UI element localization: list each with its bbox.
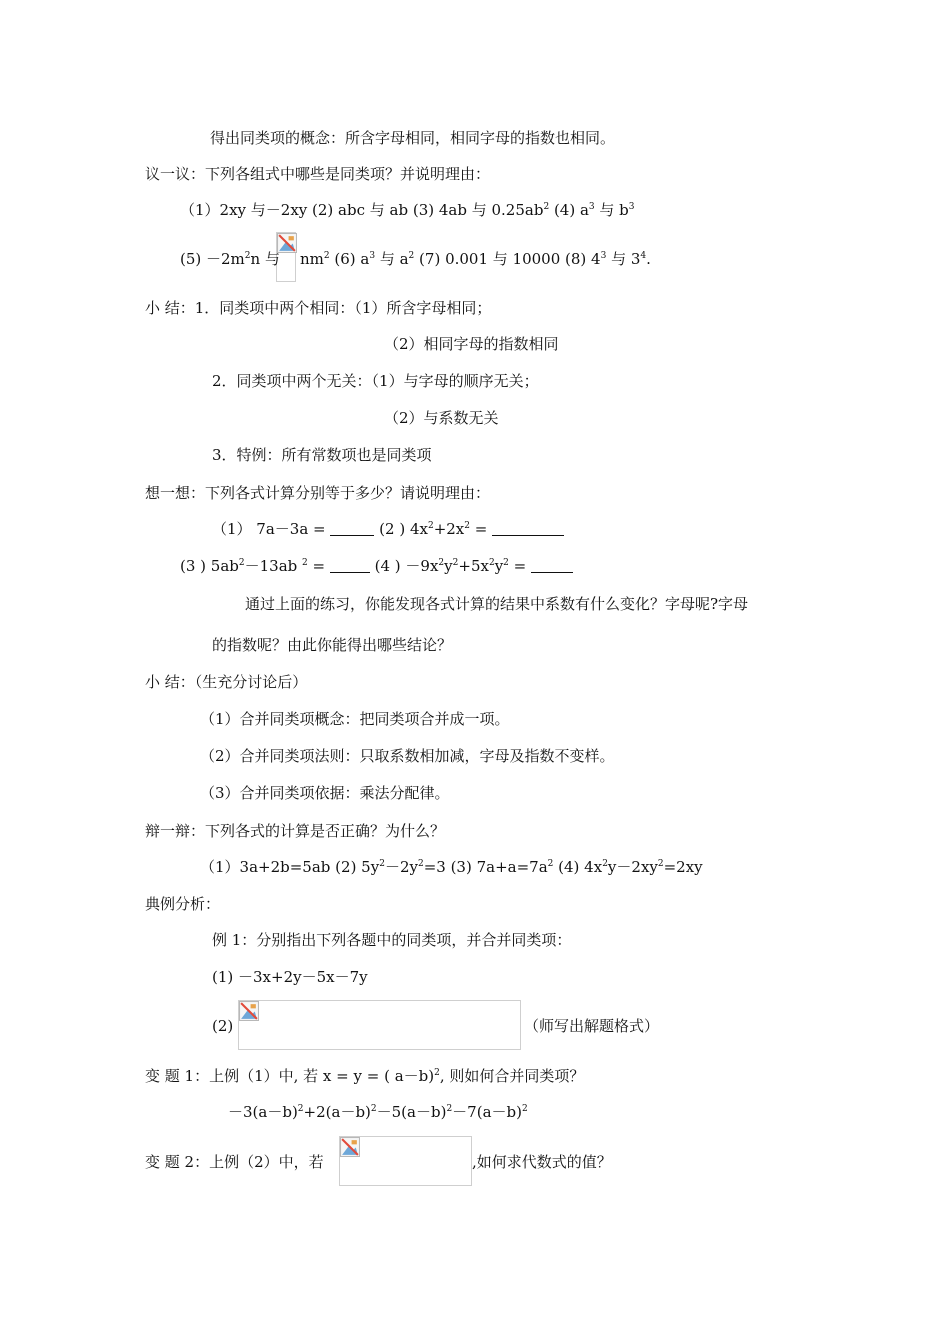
answer-blank: [330, 558, 370, 573]
line-summary-1b: （2）相同字母的指数相同: [384, 335, 559, 353]
line-observe-2: 的指数呢？由此你能得出哪些结论？: [212, 636, 453, 654]
broken-image-icon: [239, 1001, 259, 1021]
line-variant-2-b: ,如何求代数式的值？: [472, 1153, 612, 1171]
line-example-1-b-note: （师写出解题格式）: [524, 1017, 660, 1035]
line-exercise-1: （1） 7a－3a = (2 ) $4x^2+2x^2$ =: [212, 519, 564, 539]
line-rule-1: （1）合并同类项概念：把同类项合并成一项。: [200, 710, 510, 728]
line-concept: 得出同类项的概念：所含字母相同，相同字母的指数也相同。: [210, 129, 616, 147]
line-examples-title: 典例分析：: [145, 895, 221, 913]
line-summary-2b: （2）与系数无关: [384, 409, 499, 427]
line-summary-2: 2．同类项中两个无关：（1）与字母的顺序无关；: [212, 372, 539, 390]
broken-image-icon: [340, 1137, 360, 1157]
line-variant-1: 变 题 1：上例（1）中, 若 x = y = ( a－b)$^2$, 则如何合并同类项？: [145, 1067, 585, 1085]
answer-blank: [330, 521, 374, 536]
line-example-1-b-label: (2): [212, 1017, 234, 1035]
line-debate-items: （1）3a+2b=5ab (2) $5y^2-2y^2=3$ (3) $7a+a=7a^2$ (4) $4x^2y-2xy^2=2xy$: [200, 858, 703, 876]
line-pairs-1: （1）2xy 与－2xy (2) abc 与 ab (3) 4ab 与 $0.25ab^2$ (4) $a^3$ 与 $b^3$: [180, 201, 635, 219]
line-debate: 辩一辩：下列各式的计算是否正确？为什么？: [145, 822, 446, 840]
line-summary-1: 小 结：1．同类项中两个相同：（1）所含字母相同；: [145, 299, 492, 317]
condition-formula-image: [339, 1136, 472, 1186]
line-observe-1: 通过上面的练习，你能发现各式计算的结果中系数有什么变化？字母呢?字母: [245, 595, 749, 613]
line-example-1: 例 1：分别指出下列各题中的同类项，并合并同类项：: [212, 931, 572, 949]
line-summary-3: 3．特例：所有常数项也是同类项: [212, 446, 432, 464]
line-rule-3: （3）合并同类项依据：乘法分配律。: [200, 784, 450, 802]
line-example-1-a: (1) －3x+2y－5x－7y: [212, 968, 368, 986]
formula-image: [238, 1000, 521, 1050]
answer-blank: [531, 558, 573, 573]
line-pairs-2: $(5) -2m^2n$ 与 $nm^2$ (6) $a^3$ 与 $a^2$ (7) 0.001 与 10000 (8) $4^3$ 与 $3^4$.: [180, 250, 651, 268]
line-think: 想一想：下列各式计算分别等于多少？请说明理由：: [145, 484, 491, 502]
line-summary-title: 小 结：（生充分讨论后）: [145, 673, 308, 691]
line-variant-2-a: 变 题 2：上例（2）中，若: [145, 1153, 324, 1171]
line-rule-2: （2）合并同类项法则：只取系数相加减，字母及指数不变样。: [200, 747, 615, 765]
line-discuss: 议一议：下列各组式中哪些是同类项？并说明理由：: [145, 165, 491, 183]
line-variant-1-expr: $-3(a-b)^2+2(a-b)^2-5(a-b)^2-7(a-b)^2$: [228, 1103, 528, 1121]
answer-blank: [492, 521, 564, 536]
line-exercise-2: (3 ) $5ab^2-13ab$ $^2$ = (4 ) $-9x^2y^2+5x^2y^2$ =: [180, 556, 573, 576]
